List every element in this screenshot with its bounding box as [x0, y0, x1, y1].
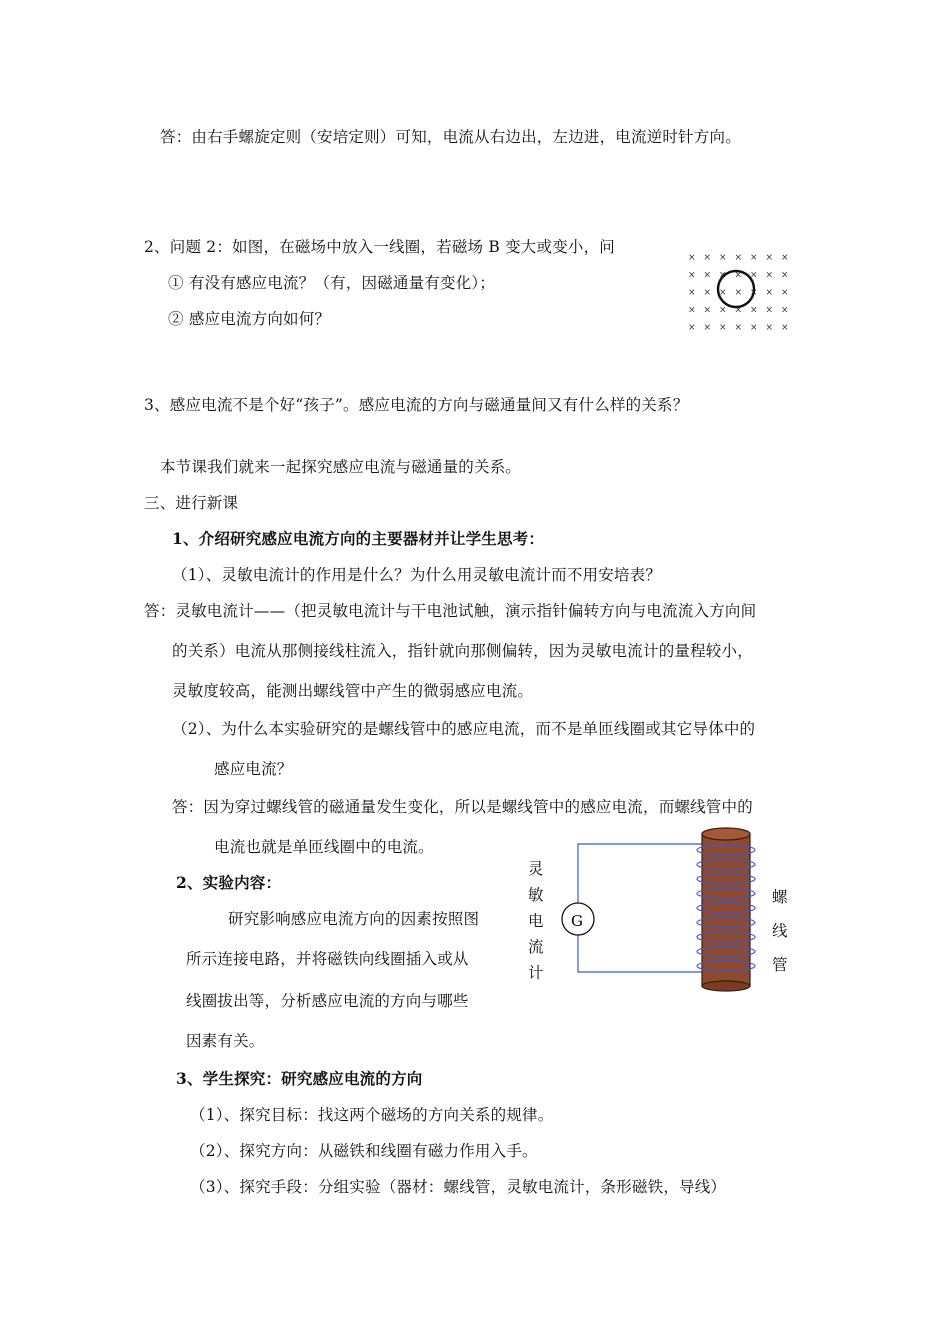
point-1: （1）、灵敏电流计的作用是什么？为什么用灵敏电流计而不用安培表？ — [172, 566, 662, 584]
answer-2-line-2: 的关系）电流从那侧接线柱流入，指针就向那侧偏转，因为灵敏电流计的量程较小， — [172, 642, 753, 660]
field-cross-mark: × — [781, 253, 789, 263]
field-cross-mark: × — [719, 253, 727, 263]
bottom-wire — [578, 932, 706, 972]
galvanometer-label-char: 灵 — [528, 860, 544, 878]
experiment-line-3: 线圈拔出等，分析感应电流的方向与哪些 — [186, 992, 469, 1010]
heading-2: 2、实验内容： — [176, 873, 282, 892]
field-cross-mark: × — [703, 288, 712, 298]
answer-3-line-2: 电流也就是单匝线圈中的电流。 — [214, 838, 434, 856]
top-wire — [578, 844, 706, 906]
field-cross-mark: × — [734, 253, 743, 263]
field-cross-mark: × — [750, 253, 758, 263]
intro-sentence: 本节课我们就来一起探究感应电流与磁通量的关系。 — [160, 458, 522, 476]
field-cross-mark: × — [734, 270, 743, 281]
solenoid-label — [772, 880, 792, 982]
solenoid-label-char: 线 — [772, 922, 788, 940]
galvanometer-label-char: 敏 — [528, 886, 544, 904]
question-2-item-2: ② 感应电流方向如何？ — [168, 310, 331, 328]
question-2: 2、问题 2：如图，在磁场中放入一线圈，若磁场 B 变大或变小，问 — [144, 238, 615, 256]
magnetic-field-figure — [684, 248, 796, 334]
field-cross-mark: × — [719, 288, 727, 298]
field-cross-mark: × — [688, 270, 696, 281]
point-2-line-2: 感应电流？ — [214, 760, 293, 778]
answer-2-line-3: 灵敏度较高，能测出螺线管中产生的微弱感应电流。 — [172, 682, 534, 700]
solenoid-label-char: 管 — [772, 956, 788, 974]
experiment-line-1: 研究影响感应电流方向的因素按照图 — [228, 910, 480, 928]
answer-3-line-1: 答：因为穿过螺线管的磁通量发生变化，所以是螺线管中的感应电流，而螺线管中的 — [172, 798, 753, 816]
field-cross-mark: × — [765, 270, 774, 281]
field-cross-mark: × — [781, 288, 789, 298]
field-cross-mark: × — [734, 323, 743, 333]
field-cross-mark: × — [688, 305, 696, 316]
solenoid-top — [702, 828, 750, 840]
galvanometer-label-char: 流 — [528, 938, 544, 956]
heading-3: 3、学生探究：研究感应电流的方向 — [176, 1069, 423, 1088]
point-2-line-1: （2）、为什么本实验研究的是螺线管中的感应电流，而不是单匝线圈或其它导体中的 — [172, 720, 756, 738]
solenoid-core — [702, 834, 750, 986]
field-cross-mark: × — [688, 323, 696, 333]
field-cross-mark: × — [750, 270, 758, 281]
question-2-item-1: ① 有没有感应电流？（有，因磁通量有变化）； — [168, 274, 496, 292]
solenoid-label-char: 螺 — [772, 888, 788, 906]
field-cross-mark: × — [703, 253, 712, 263]
answer-2-line-1: 答：灵敏电流计——（把灵敏电流计与干电池试触，演示指针偏转方向与电流流入方向间 — [144, 602, 757, 620]
field-cross-mark: × — [719, 323, 727, 333]
answer-1: 答：由右手螺旋定则（安培定则）可知，电流从右边出，左边进，电流逆时针方向。 — [160, 128, 741, 146]
heading-1: 1、介绍研究感应电流方向的主要器材并让学生思考： — [172, 529, 545, 548]
field-cross-mark: × — [781, 305, 789, 316]
galvanometer-label — [528, 856, 548, 986]
step-3: （3）、探究手段：分组实验（器材：螺线管，灵敏电流计，条形磁铁，导线） — [190, 1178, 727, 1196]
galvanometer-symbol: G — [571, 912, 583, 930]
field-cross-mark: × — [703, 323, 712, 333]
experiment-line-2: 所示连接电路，并将磁铁向线圈插入或从 — [186, 950, 469, 968]
field-cross-mark: × — [688, 288, 696, 298]
field-cross-mark: × — [734, 305, 743, 316]
circuit-diagram — [556, 826, 756, 996]
field-cross-mark: × — [734, 288, 743, 298]
field-cross-mark: × — [765, 305, 774, 316]
field-cross-mark: × — [750, 323, 758, 333]
field-cross-mark: × — [765, 323, 774, 333]
section-heading-3: 三、进行新课 — [144, 494, 239, 512]
field-cross-mark: × — [688, 253, 696, 263]
field-cross-mark: × — [781, 323, 789, 333]
galvanometer-label-char: 计 — [528, 964, 544, 982]
field-cross-mark: × — [765, 253, 774, 263]
solenoid-bottom — [702, 981, 750, 991]
field-cross-mark: × — [750, 288, 758, 298]
field-cross-mark: × — [719, 305, 727, 316]
step-1: （1）、探究目标：找这两个磁场的方向关系的规律。 — [190, 1106, 554, 1124]
galvanometer-label-char: 电 — [528, 912, 544, 930]
field-cross-mark: × — [719, 270, 727, 281]
field-cross-mark: × — [781, 270, 789, 281]
step-2: （2）、探究方向：从磁铁和线圈有磁力作用入手。 — [190, 1142, 538, 1160]
field-cross-mark: × — [703, 270, 712, 281]
circuit-figure — [520, 826, 800, 1016]
question-3: 3、感应电流不是个好“孩子”。感应电流的方向与磁通量间又有什么样的关系？ — [144, 396, 689, 414]
field-cross-mark: × — [750, 305, 758, 316]
field-cross-mark: × — [765, 288, 774, 298]
experiment-line-4: 因素有关。 — [186, 1032, 265, 1050]
field-cross-mark: × — [703, 305, 712, 316]
